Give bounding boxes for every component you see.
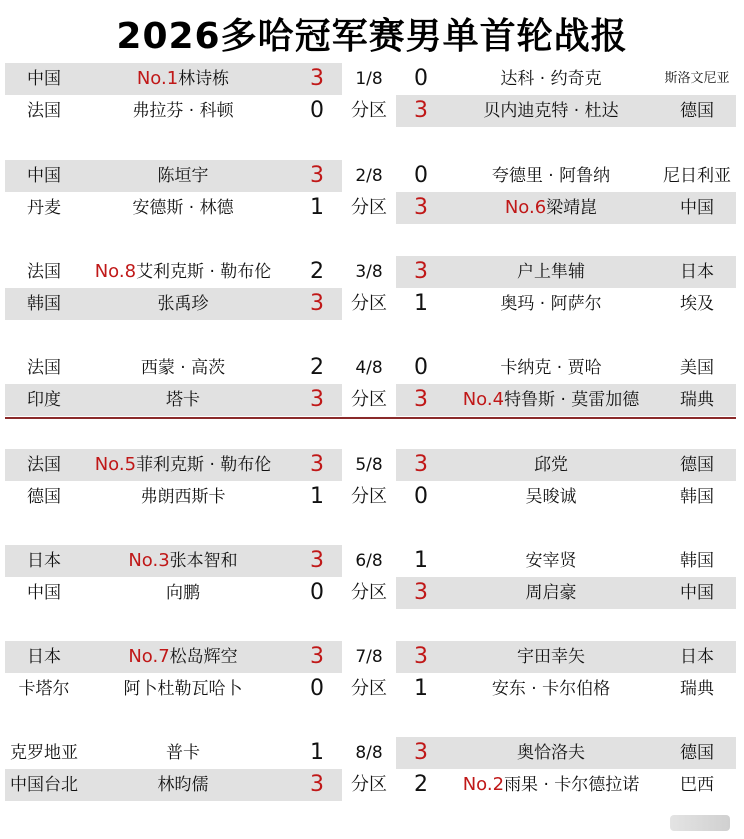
- watermark: [670, 815, 730, 831]
- quarter-label: 分区: [351, 389, 387, 410]
- player-name: 夸德里 · 阿鲁纳: [491, 166, 611, 186]
- right-score: 0: [414, 66, 428, 91]
- right-player-half: [396, 192, 736, 224]
- right-country: 韩国: [680, 487, 714, 507]
- left-player-half: [5, 673, 342, 705]
- match-row: [5, 577, 736, 609]
- quarter-label: 分区: [351, 197, 387, 218]
- right-player-half: [396, 673, 736, 705]
- left-player: [83, 288, 283, 320]
- page-title: 2026多哈冠军赛男单首轮战报: [116, 16, 628, 57]
- right-score: 3: [414, 259, 428, 284]
- left-score: 2: [310, 355, 324, 380]
- right-country: 德国: [680, 743, 714, 763]
- left-player: [83, 673, 283, 705]
- seed-label: No.8: [94, 261, 137, 282]
- left-player: [83, 160, 283, 192]
- player-name: 达科 · 约奇克: [500, 69, 602, 89]
- quarter-label: 分区: [351, 678, 387, 699]
- player-name: 张本智和: [169, 551, 238, 571]
- right-player: [436, 769, 666, 801]
- match-row: [5, 641, 736, 673]
- left-player-half: [5, 769, 342, 801]
- quarter-label: 分区: [351, 486, 387, 507]
- player-name: 普卡: [166, 743, 200, 763]
- right-country: 中国: [680, 583, 714, 603]
- match-row: [5, 160, 736, 192]
- match-row: [5, 545, 736, 577]
- left-score: 3: [310, 772, 324, 797]
- quarter-position: 5/8: [355, 455, 383, 475]
- player-name: 奥玛 · 阿萨尔: [500, 294, 602, 314]
- right-player: [436, 288, 666, 320]
- right-country: 德国: [680, 101, 714, 121]
- right-country: 中国: [680, 198, 714, 218]
- right-player: [436, 352, 666, 384]
- right-score: 3: [414, 452, 428, 477]
- left-score: 3: [310, 452, 324, 477]
- player-name: 弗朗西斯卡: [140, 487, 226, 507]
- player-name: 邱党: [534, 455, 568, 475]
- right-country: 瑞典: [680, 679, 714, 699]
- player-name: 雨果 · 卡尔德拉诺: [504, 775, 640, 795]
- player-name: 宇田幸矢: [517, 647, 585, 667]
- left-player-half: [5, 192, 342, 224]
- left-score: 3: [310, 644, 324, 669]
- left-player-half: [5, 256, 342, 288]
- quarter-position: 8/8: [355, 743, 383, 763]
- right-score: 0: [414, 355, 428, 380]
- right-score: 3: [414, 195, 428, 220]
- player-name: 艾利克斯 · 勒布伦: [136, 262, 272, 282]
- right-player-half: [396, 256, 736, 288]
- right-country: 尼日利亚: [663, 166, 731, 186]
- player-name: 特鲁斯 · 莫雷加德: [504, 390, 640, 410]
- player-name: 张禹珍: [157, 294, 209, 314]
- right-player-half: [396, 160, 736, 192]
- left-country: 卡塔尔: [18, 679, 70, 699]
- left-score: 0: [310, 580, 324, 605]
- player-name: 松岛辉空: [169, 647, 238, 667]
- left-country: 法国: [27, 455, 61, 475]
- left-player: [83, 192, 283, 224]
- left-score: 0: [310, 676, 324, 701]
- left-country: 日本: [27, 551, 61, 571]
- right-country: 瑞典: [680, 390, 714, 410]
- left-score: 1: [310, 740, 324, 765]
- match-row: [5, 95, 736, 127]
- right-score: 1: [414, 548, 428, 573]
- left-score: 1: [310, 195, 324, 220]
- left-country: 中国: [27, 583, 61, 603]
- player-name: 向鹏: [166, 583, 200, 603]
- half-divider: [5, 417, 736, 419]
- right-player: [436, 545, 666, 577]
- right-player-half: [396, 352, 736, 384]
- left-score: 3: [310, 291, 324, 316]
- match-row: [5, 481, 736, 513]
- match-row: [5, 352, 736, 384]
- quarter-position: 4/8: [355, 358, 383, 378]
- quarter-position: 3/8: [355, 262, 383, 282]
- left-player: [83, 384, 283, 416]
- right-score: 3: [414, 387, 428, 412]
- seed-label: No.6: [504, 197, 547, 218]
- right-country: 德国: [680, 455, 714, 475]
- left-player: [83, 641, 283, 673]
- quarter-label: 分区: [351, 774, 387, 795]
- right-score: 3: [414, 740, 428, 765]
- player-name: 户上隼辅: [517, 262, 585, 282]
- left-player-half: [5, 160, 342, 192]
- player-name: 陈垣宇: [157, 166, 209, 186]
- left-player: [83, 352, 283, 384]
- seed-label: No.7: [128, 646, 170, 667]
- seed-label: No.5: [94, 454, 137, 475]
- left-country: 丹麦: [27, 198, 61, 218]
- right-country: 巴西: [680, 775, 714, 795]
- left-player-half: [5, 384, 342, 416]
- match-row: [5, 769, 736, 801]
- quarter-label: 分区: [351, 100, 387, 121]
- left-score: 3: [310, 387, 324, 412]
- player-name: 安德斯 · 林德: [132, 198, 234, 218]
- left-player-half: [5, 737, 342, 769]
- right-player: [436, 160, 666, 192]
- right-country: 埃及: [680, 294, 714, 314]
- right-player: [436, 641, 666, 673]
- left-country: 韩国: [27, 294, 61, 314]
- seed-label: No.4: [462, 389, 505, 410]
- right-player-half: [396, 545, 736, 577]
- player-name: 西蒙 · 高茨: [140, 358, 226, 378]
- match-row: [5, 737, 736, 769]
- left-country: 印度: [27, 390, 61, 410]
- left-player: [83, 545, 283, 577]
- right-player-half: [396, 288, 736, 320]
- player-name: 卡纳克 · 贾哈: [500, 358, 602, 378]
- left-player: [83, 256, 283, 288]
- quarter-label: 分区: [351, 582, 387, 603]
- right-player: [436, 63, 666, 95]
- left-score: 3: [310, 66, 324, 91]
- quarter-position: 2/8: [355, 166, 383, 186]
- left-score: 3: [310, 548, 324, 573]
- right-country: 日本: [680, 647, 714, 667]
- match-row: [5, 63, 736, 95]
- match-row: [5, 256, 736, 288]
- right-player-half: [396, 577, 736, 609]
- quarter-label: 分区: [351, 293, 387, 314]
- player-name: 林诗栋: [178, 69, 230, 89]
- player-name: 安东 · 卡尔伯格: [491, 679, 611, 699]
- right-score: 2: [414, 772, 428, 797]
- seed-label: No.3: [128, 550, 170, 571]
- match-row: [5, 449, 736, 481]
- left-country: 中国: [27, 166, 61, 186]
- right-score: 3: [414, 98, 428, 123]
- left-country: 法国: [27, 101, 61, 121]
- right-player: [436, 673, 666, 705]
- left-player: [83, 577, 283, 609]
- right-score: 1: [414, 676, 428, 701]
- right-player: [436, 256, 666, 288]
- player-name: 奥恰洛夫: [517, 743, 585, 763]
- player-name: 塔卡: [166, 390, 200, 410]
- right-player: [436, 577, 666, 609]
- left-player: [83, 95, 283, 127]
- right-player-half: [396, 769, 736, 801]
- left-player: [83, 737, 283, 769]
- player-name: 安宰贤: [525, 551, 577, 571]
- right-country: 斯洛文尼亚: [664, 71, 730, 86]
- left-player-half: [5, 545, 342, 577]
- right-score: 0: [414, 484, 428, 509]
- player-name: 周启豪: [525, 583, 577, 603]
- right-player-half: [396, 384, 736, 416]
- seed-label: No.1: [136, 68, 179, 89]
- player-name: 林昀儒: [157, 775, 209, 795]
- right-country: 韩国: [680, 551, 714, 571]
- match-row: [5, 288, 736, 320]
- left-player: [83, 449, 283, 481]
- left-country: 法国: [27, 262, 61, 282]
- right-player: [436, 449, 666, 481]
- left-player-half: [5, 288, 342, 320]
- quarter-position: 6/8: [355, 551, 383, 571]
- right-score: 1: [414, 291, 428, 316]
- player-name: 阿卜杜勒瓦哈卜: [123, 679, 243, 699]
- right-score: 3: [414, 580, 428, 605]
- match-row: [5, 192, 736, 224]
- left-country: 中国: [27, 69, 61, 89]
- seed-label: No.2: [462, 774, 505, 795]
- player-name: 贝内迪克特 · 杜达: [483, 101, 619, 121]
- right-player: [436, 737, 666, 769]
- right-player-half: [396, 481, 736, 513]
- right-player-half: [396, 63, 736, 95]
- left-player-half: [5, 641, 342, 673]
- left-player-half: [5, 577, 342, 609]
- left-player-half: [5, 481, 342, 513]
- left-player-half: [5, 95, 342, 127]
- player-name: 弗拉芬 · 科顿: [132, 101, 234, 121]
- right-country: 美国: [680, 358, 714, 378]
- right-player: [436, 384, 666, 416]
- player-name: 梁靖崑: [546, 198, 598, 218]
- left-score: 1: [310, 484, 324, 509]
- left-player: [83, 63, 283, 95]
- right-player-half: [396, 449, 736, 481]
- player-name: 吴晙诚: [525, 487, 577, 507]
- left-score: 2: [310, 259, 324, 284]
- right-country: 日本: [680, 262, 714, 282]
- right-player: [436, 192, 666, 224]
- left-country: 德国: [27, 487, 61, 507]
- left-player: [83, 481, 283, 513]
- left-score: 3: [310, 163, 324, 188]
- right-score: 0: [414, 163, 428, 188]
- right-player-half: [396, 737, 736, 769]
- left-country: 中国台北: [10, 775, 78, 795]
- left-score: 0: [310, 98, 324, 123]
- left-country: 法国: [27, 358, 61, 378]
- right-player-half: [396, 95, 736, 127]
- quarter-position: 1/8: [355, 69, 383, 89]
- left-player-half: [5, 63, 342, 95]
- left-player-half: [5, 352, 342, 384]
- right-player-half: [396, 641, 736, 673]
- left-country: 日本: [27, 647, 61, 667]
- left-player: [83, 769, 283, 801]
- quarter-position: 7/8: [355, 647, 383, 667]
- right-player: [436, 481, 666, 513]
- left-player-half: [5, 449, 342, 481]
- right-score: 3: [414, 644, 428, 669]
- match-row: [5, 384, 736, 416]
- left-country: 克罗地亚: [10, 743, 78, 763]
- right-player: [436, 95, 666, 127]
- match-row: [5, 673, 736, 705]
- player-name: 菲利克斯 · 勒布伦: [136, 455, 272, 475]
